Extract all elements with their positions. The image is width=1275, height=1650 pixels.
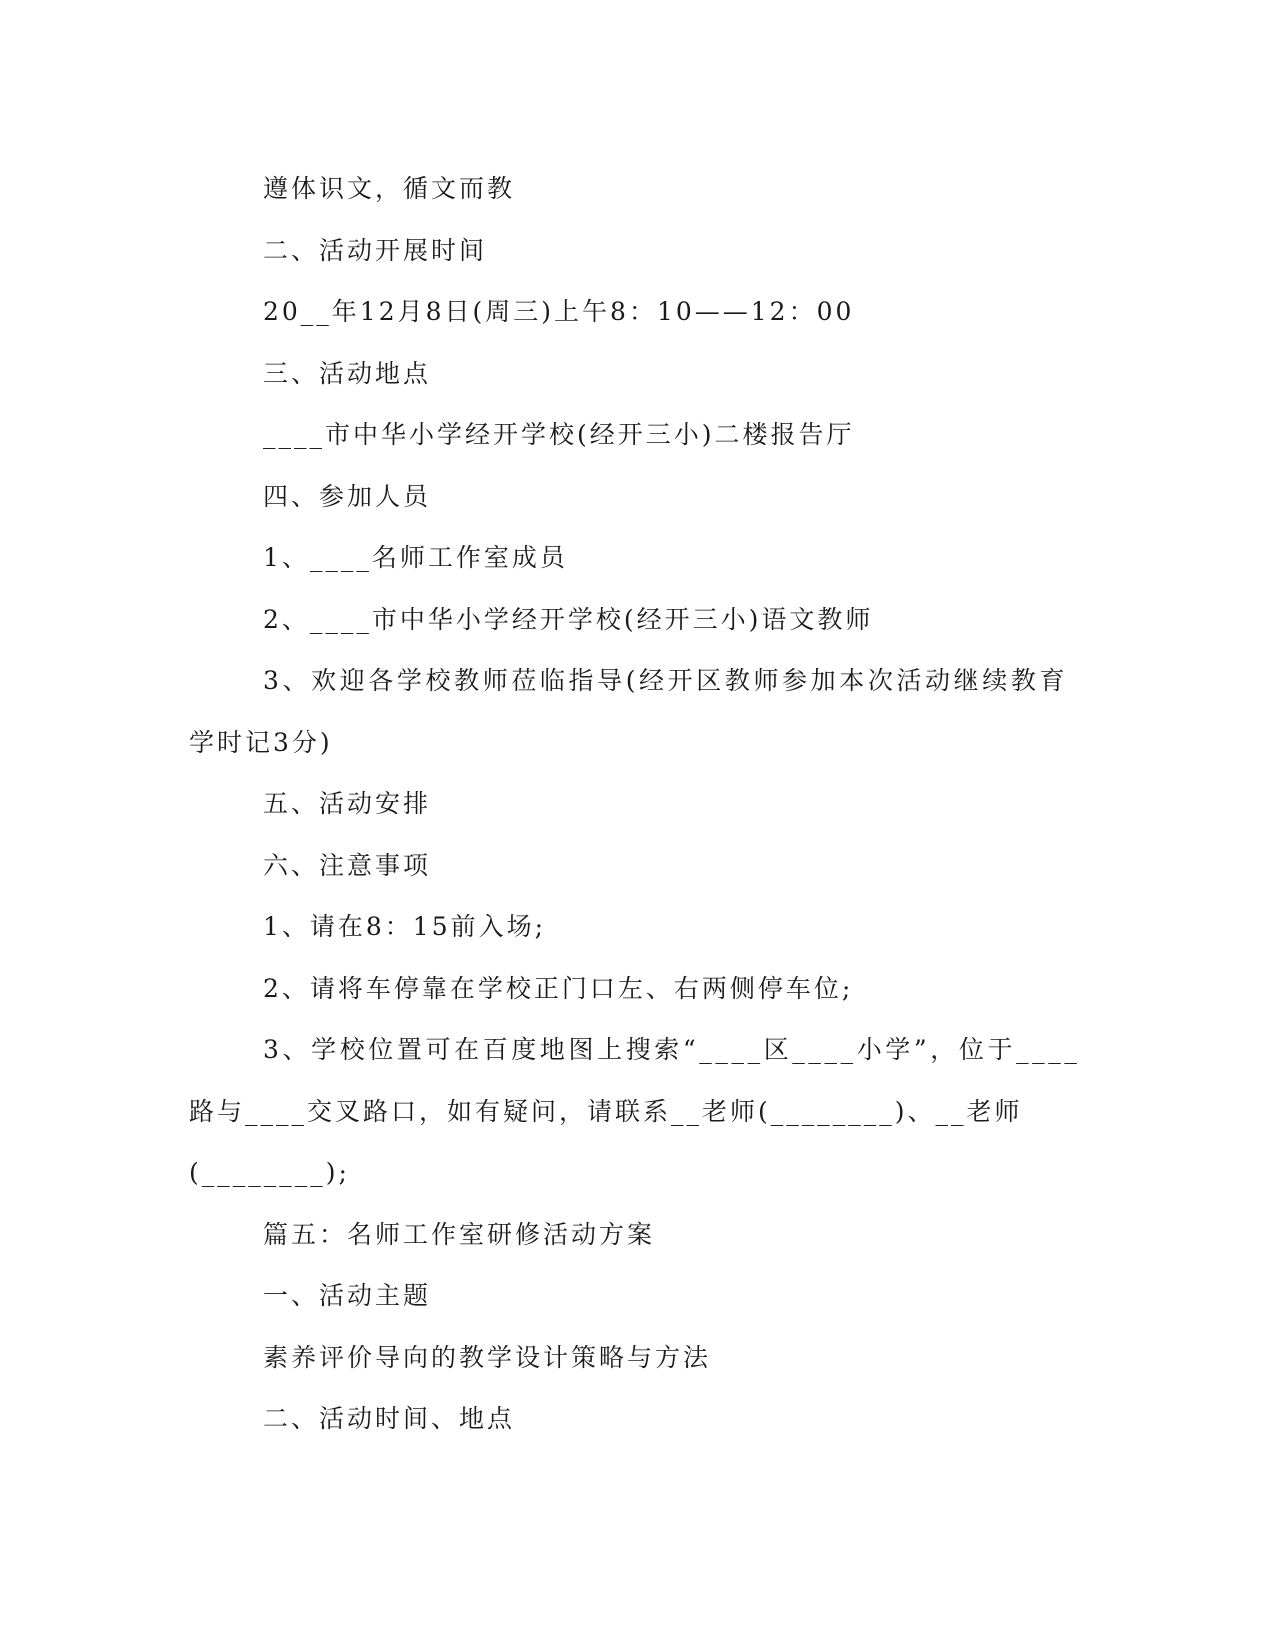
section-heading-schedule: 五、活动安排 (263, 789, 432, 818)
theme-text: 遵体识文，循文而教 (263, 174, 516, 203)
document-body (189, 158, 1081, 1450)
chapter-title: 篇五：名师工作室研修活动方案 (263, 1219, 656, 1249)
section-heading-time: 二、活动开展时间 (263, 235, 488, 265)
section-heading-time-location: 二、活动时间、地点 (263, 1404, 516, 1433)
section-heading-topic: 一、活动主题 (263, 1281, 432, 1310)
location-text: ____市中华小学经开学校(经开三小)二楼报告厅 (263, 420, 855, 449)
participant-item-1: 1、____名师工作室成员 (263, 543, 568, 572)
time-text: 20__年12月8日(周三)上午8：10——12：00 (263, 297, 855, 326)
participant-item-3: 3、欢迎各学校教师莅临指导(经开区教师参加本次活动继续教育 (263, 666, 1069, 695)
participant-item-3-continued: 学时记3分) (189, 727, 333, 757)
section-heading-notes: 六、注意事项 (263, 850, 432, 880)
section-heading-location: 三、活动地点 (263, 358, 432, 388)
note-item-2: 2、请将车停靠在学校正门口左、右两侧停车位; (263, 973, 854, 1003)
note-item-3-continued: 路与____交叉路口，如有疑问，请联系__老师(________)、__老师 (189, 1096, 1023, 1126)
note-item-1: 1、请在8：15前入场; (263, 912, 547, 941)
note-item-3: 3、学校位置可在百度地图上搜索“____区____小学”，位于____ (263, 1035, 1081, 1064)
section-heading-participants: 四、参加人员 (263, 481, 432, 511)
topic-text: 素养评价导向的教学设计策略与方法 (263, 1342, 712, 1372)
note-item-3-end: (________); (189, 1158, 350, 1187)
participant-item-2: 2、____市中华小学经开学校(经开三小)语文教师 (263, 604, 874, 634)
